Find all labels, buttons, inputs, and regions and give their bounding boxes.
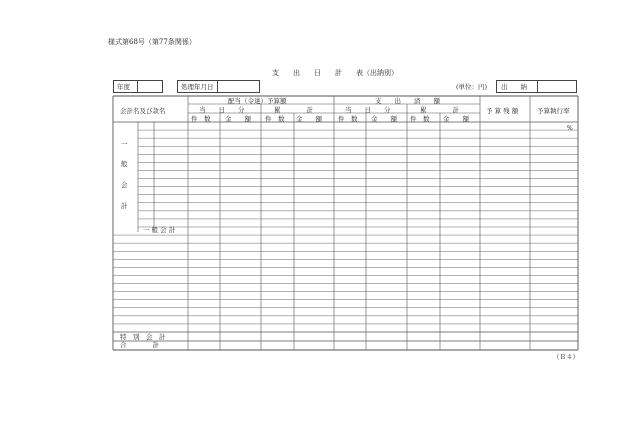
- budget-today-label: 当 日 分: [199, 106, 245, 114]
- account-name-header: 会計名及び款名: [120, 107, 166, 115]
- budget-cum-count-label: 件 数: [265, 115, 285, 123]
- exp-cum-count-label: 件 数: [410, 115, 430, 123]
- paper-size-label: （Ｂ４）: [553, 353, 579, 361]
- process-date-label: 処理年月日: [181, 83, 214, 91]
- exp-cum-amount-label: 金 額: [443, 115, 469, 123]
- special-account-total-label: 特 別 会 計: [120, 333, 166, 341]
- general-account-char-3: 会: [121, 181, 128, 189]
- exp-today-count-label: 件 数: [338, 115, 358, 123]
- document-title: 支 出 日 計 表（出納別）: [272, 69, 398, 77]
- budget-cum-amount-label: 金 額: [296, 115, 322, 123]
- budget-balance-header: 予 算 残 額: [486, 107, 519, 115]
- expenditure-today-label: 当 日 分: [345, 106, 391, 114]
- general-account-char-2: 般: [121, 160, 128, 168]
- budget-cumulative-label: 累 計: [274, 106, 313, 114]
- general-account-char-1: 一: [121, 140, 128, 148]
- execution-rate-header: 予算執行率: [537, 107, 570, 115]
- allocated-budget-header: 配当（令達）予算額: [228, 97, 287, 105]
- budget-today-count-label: 件 数: [191, 115, 211, 123]
- unit-label: (単位：円): [456, 83, 488, 91]
- form-number: 様式第68号（第77条関係）: [108, 38, 196, 46]
- general-account-total-label: 一 般 会 計: [143, 226, 176, 234]
- budget-today-amount-label: 金 額: [225, 115, 251, 123]
- percent-unit: %: [567, 125, 573, 132]
- grand-total-label: 合 計: [120, 341, 159, 349]
- general-account-char-4: 計: [121, 202, 128, 210]
- expenditure-cumulative-label: 累 計: [420, 106, 459, 114]
- cashier-label: 出 納: [501, 83, 527, 91]
- year-label: 年度: [117, 83, 130, 91]
- exp-today-amount-label: 金 額: [371, 115, 397, 123]
- expenditure-header: 支 出 済 額: [375, 97, 440, 105]
